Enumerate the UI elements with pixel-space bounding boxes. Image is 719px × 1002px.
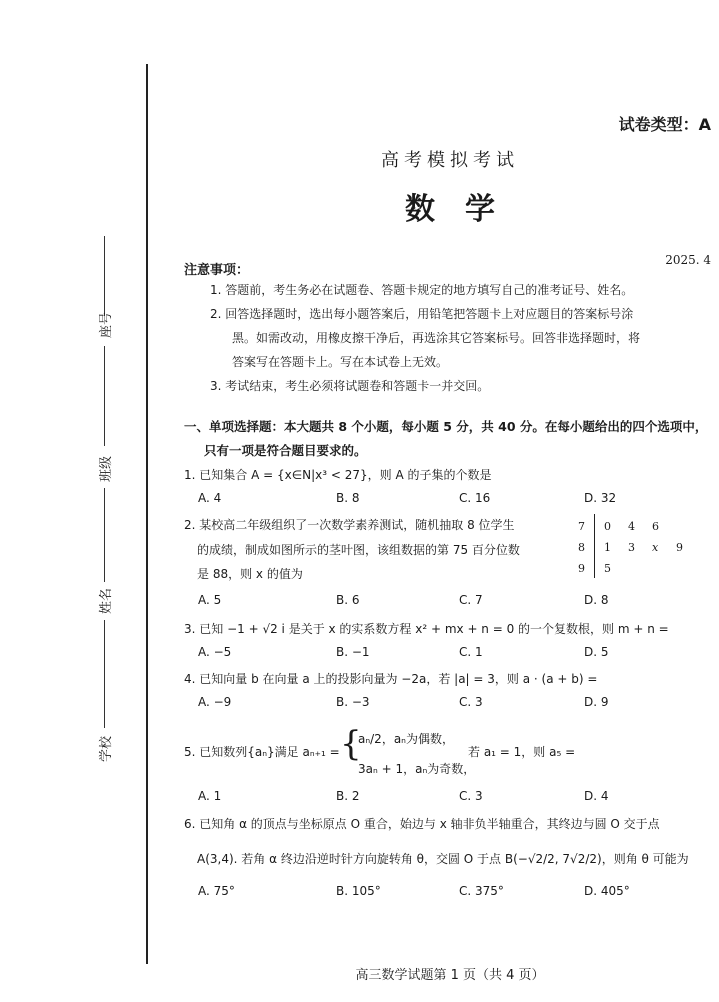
- question-2-line: 的成绩，制成如图所示的茎叶图，该组数据的第 75 百分位数: [197, 543, 520, 557]
- q6-option-d: D. 405°: [584, 884, 630, 898]
- leaf-value: 5: [604, 562, 611, 575]
- school-blank-line: [104, 620, 105, 728]
- q1-option-a: A. 4: [198, 491, 222, 505]
- stem-value: 7: [578, 520, 585, 533]
- note-item: 3. 考试结束，考生必须将试题卷和答题卡一并交回。: [210, 379, 490, 393]
- seat-blank-line: [104, 236, 105, 316]
- q1-option-c: C. 16: [459, 491, 491, 505]
- question-5-case-odd: 3aₙ + 1，aₙ为奇数，: [358, 762, 476, 776]
- q5-option-d: D. 4: [584, 789, 609, 803]
- q2-option-b: B. 6: [336, 593, 360, 607]
- q3-option-d: D. 5: [584, 645, 609, 659]
- exam-date: 2025. 4: [665, 253, 711, 267]
- q5-option-c: C. 3: [459, 789, 483, 803]
- q3-option-c: C. 1: [459, 645, 483, 659]
- page-footer: 高三数学试题第 1 页（共 4 页）: [355, 968, 545, 983]
- q3-option-a: A. −5: [198, 645, 232, 659]
- q3-option-b: B. −1: [336, 645, 370, 659]
- q4-option-a: A. −9: [198, 695, 232, 709]
- question-5-suffix: 若 a₁ = 1，则 a₅ =: [468, 745, 576, 759]
- question-2-line: 是 88，则 x 的值为: [197, 567, 303, 581]
- q6-option-c: C. 375°: [459, 884, 504, 898]
- leaf-value: 6: [652, 520, 659, 533]
- stem-value: 8: [578, 541, 585, 554]
- q5-option-a: A. 1: [198, 789, 222, 803]
- exam-subtitle: 高考模拟考试: [381, 150, 519, 171]
- note-item: 答案写在答题卡上。写在本试卷上无效。: [232, 355, 449, 369]
- leaf-value: 0: [604, 520, 611, 533]
- stem-value: 9: [578, 562, 585, 575]
- piecewise-brace: {: [340, 724, 362, 764]
- exam-type-label: 试卷类型：A: [618, 115, 711, 134]
- school-label: 学校: [99, 735, 114, 762]
- leaf-value: 1: [604, 541, 611, 554]
- leaf-value: x: [652, 541, 659, 554]
- class-label: 班级: [99, 455, 114, 482]
- leaf-value: 3: [628, 541, 635, 554]
- section-heading: 一、单项选择题：本大题共 8 个小题，每小题 5 分，共 40 分。在每小题给出的四个选项中，: [184, 419, 708, 434]
- q2-option-c: C. 7: [459, 593, 483, 607]
- note-item: 黑。如需改动，用橡皮擦干净后，再选涂其它答案标号。回答非选择题时，将: [232, 331, 641, 345]
- q5-option-b: B. 2: [336, 789, 360, 803]
- stem-leaf-divider: [594, 514, 595, 578]
- question-3: 3. 已知 −1 + √2 i 是关于 x 的实系数方程 x² + mx + n = 0 的一个复数根，则 m + n =: [184, 622, 669, 636]
- note-item: 1. 答题前，考生务必在试题卷、答题卡规定的地方填写自己的准考证号、姓名。: [210, 283, 634, 297]
- question-5-prefix: 5. 已知数列{aₙ}满足 aₙ₊₁ =: [184, 745, 340, 759]
- note-item: 2. 回答选择题时，选出每小题答案后，用铅笔把答题卡上对应题目的答案标号涂: [210, 307, 634, 321]
- seat-label: 座号: [99, 311, 114, 338]
- q1-option-d: D. 32: [584, 491, 617, 505]
- q4-option-b: B. −3: [336, 695, 370, 709]
- question-2-line: 2. 某校高二年级组织了一次数学素养测试，随机抽取 8 位学生: [184, 518, 515, 532]
- q6-option-b: B. 105°: [336, 884, 381, 898]
- leaf-value: 4: [628, 520, 635, 533]
- question-5-case-even: aₙ/2，aₙ为偶数，: [358, 732, 454, 746]
- name-blank-line: [104, 488, 105, 582]
- question-6-line1: 6. 已知角 α 的顶点与坐标原点 O 重合，始边与 x 轴非负半轴重合，其终边与圆 O 交于点: [184, 817, 660, 831]
- notes-heading: 注意事项：: [184, 263, 250, 278]
- q1-option-b: B. 8: [336, 491, 360, 505]
- q2-option-d: D. 8: [584, 593, 609, 607]
- q4-option-c: C. 3: [459, 695, 483, 709]
- question-4: 4. 已知向量 b 在向量 a 上的投影向量为 −2a，若 |a| = 3，则 a · (a + b) =: [184, 672, 598, 686]
- q4-option-d: D. 9: [584, 695, 609, 709]
- class-blank-line: [104, 346, 105, 446]
- question-6-line2: A(3,4). 若角 α 终边沿逆时针方向旋转角 θ，交圆 O 于点 B(−√2/2, 7√2/2)，则角 θ 可能为: [197, 852, 689, 866]
- name-label: 姓名: [99, 587, 114, 614]
- section-heading-cont: 只有一项是符合题目要求的。: [204, 443, 367, 458]
- q2-option-a: A. 5: [198, 593, 222, 607]
- question-1: 1. 已知集合 A = {x∈N|x³ < 27}，则 A 的子集的个数是: [184, 468, 492, 482]
- page-title: 数 学: [405, 192, 495, 227]
- q6-option-a: A. 75°: [198, 884, 235, 898]
- leaf-value: 9: [676, 541, 683, 554]
